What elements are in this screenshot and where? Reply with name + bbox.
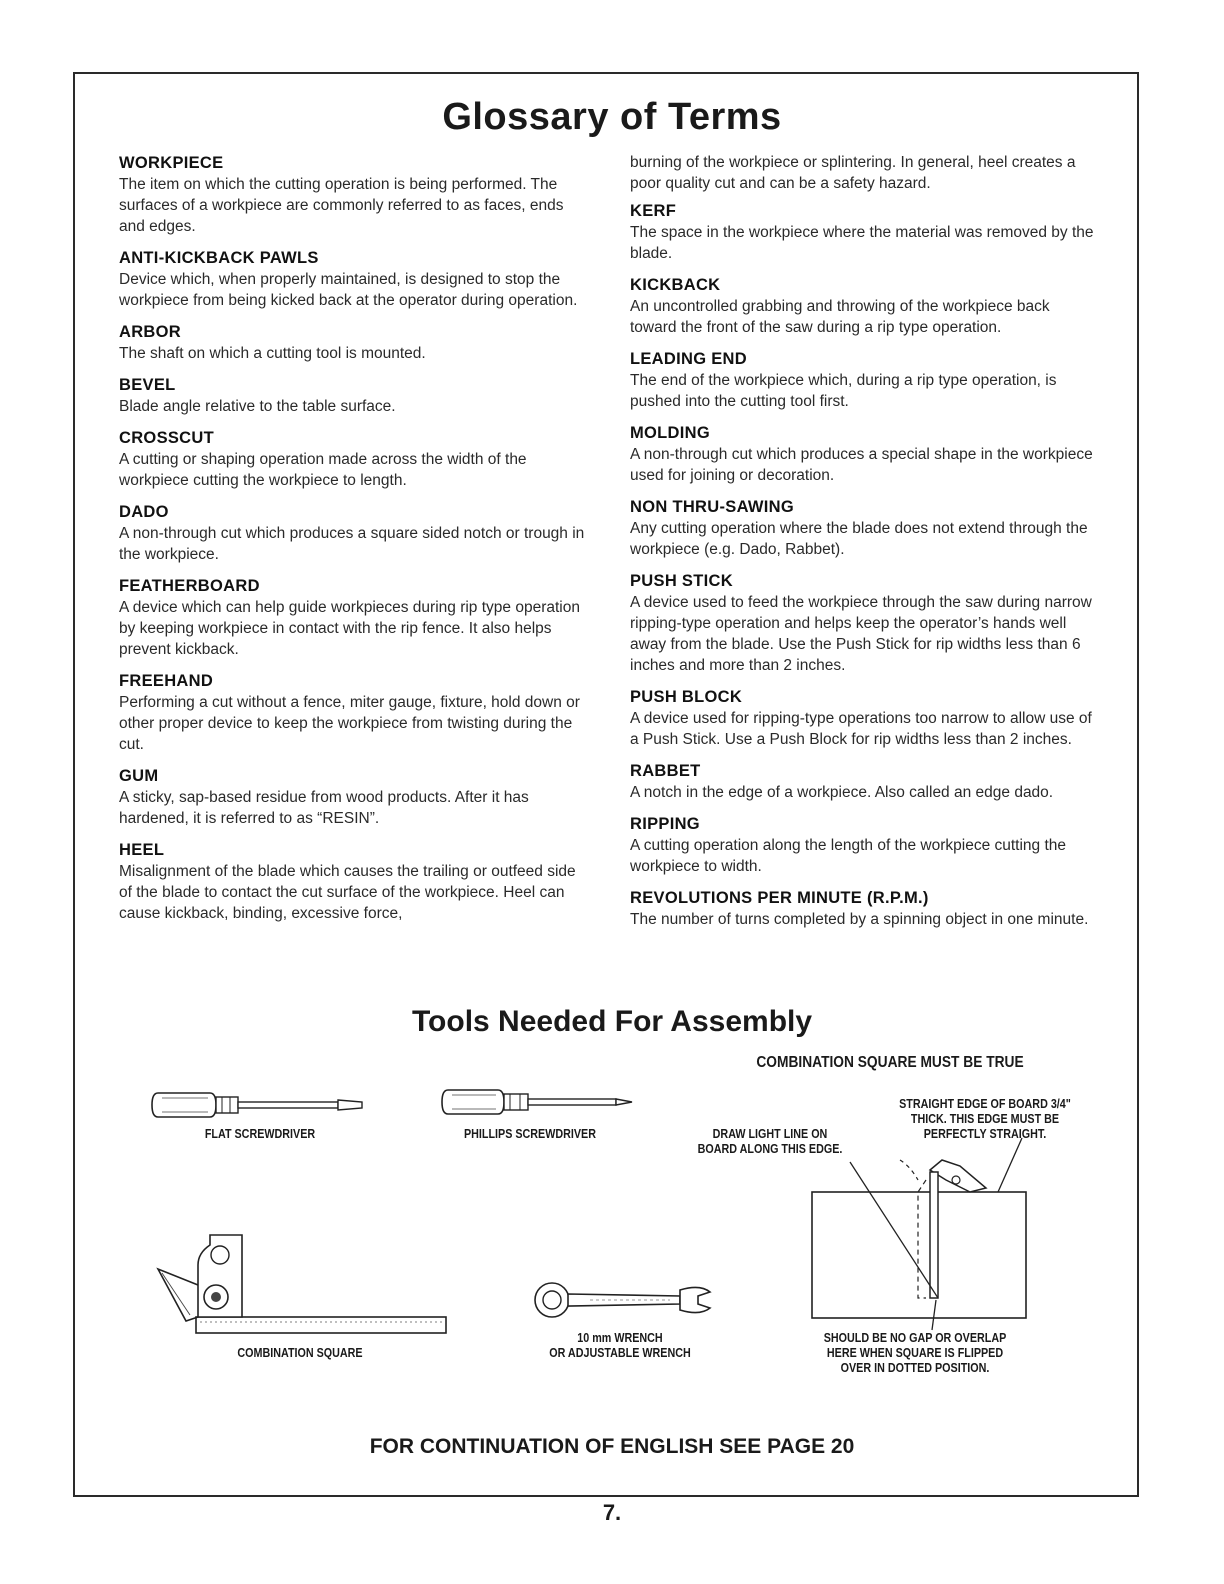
glossary-term: KICKBACK — [630, 276, 721, 294]
glossary-term: RABBET — [630, 762, 701, 780]
wrench-icon — [530, 1280, 720, 1320]
glossary-definition: The end of the workpiece which, during a rip type operation, is pushed into the cutting tool first. — [630, 372, 1057, 410]
glossary-entry — [119, 765, 589, 829]
combination-square-label: COMBINATION SQUARE — [237, 1346, 363, 1360]
glossary-term: REVOLUTIONS PER MINUTE (R.P.M.) — [630, 889, 929, 907]
glossary-definition: A device used for ripping-type operations too narrow to allow use of a Push Stick. Use a Push Block for rip widths less than 2 inches. — [630, 710, 1092, 748]
square-check-diagram-icon — [810, 1140, 1030, 1320]
glossary-definition: A device used to feed the workpiece through the saw during narrow ripping-type operation and helps keep the operator’s hands well away from the blade. Use the Push Stick for rip widths less than 6 inches and more than 2 inches. — [630, 594, 1092, 674]
tools-section-title: Tools Needed For Assembly — [411, 1005, 813, 1038]
glossary-definition: A device which can help guide workpieces during rip type operation by keeping workpiece in contact with the rip fence. It also helps prevent kickback. — [119, 599, 580, 658]
glossary-entry — [119, 374, 589, 417]
glossary-term: GUM — [119, 767, 159, 785]
glossary-definition: A notch in the edge of a workpiece. Also called an edge dado. — [630, 784, 1054, 801]
glossary-definition: The space in the workpiece where the material was removed by the blade. — [630, 224, 1094, 262]
glossary-entry — [119, 670, 589, 755]
glossary-term: RIPPING — [630, 815, 700, 833]
flat-screwdriver-icon — [150, 1088, 370, 1122]
phillips-screwdriver-label: PHILLIPS SCREWDRIVER — [463, 1127, 597, 1141]
page-title: Glossary of Terms — [442, 96, 782, 138]
glossary-definition: A non-through cut which produces a square sided notch or trough in the workpiece. — [119, 525, 585, 563]
glossary-entry — [119, 321, 589, 364]
glossary-right-column — [630, 152, 1100, 940]
glossary-term: ANTI-KICKBACK PAWLS — [119, 249, 319, 267]
glossary-entry — [119, 247, 589, 311]
page-number: 7. — [602, 1500, 622, 1525]
glossary-entry — [630, 496, 1100, 560]
glossary-entry — [119, 575, 589, 660]
glossary-entry — [630, 887, 1100, 930]
glossary-entry — [630, 686, 1100, 750]
glossary-entry — [119, 839, 589, 924]
glossary-definition: A cutting operation along the length of the workpiece cutting the workpiece to width. — [630, 837, 1067, 875]
glossary-term: WORKPIECE — [119, 154, 224, 172]
straight-edge-note: STRAIGHT EDGE OF BOARD 3/4" THICK. THIS EDGE MUST BE PERFECTLY STRAIGHT. — [899, 1097, 1071, 1141]
glossary-entry — [119, 152, 589, 237]
glossary-definition: A non-through cut which produces a special shape in the workpiece used for joining or decoration. — [630, 446, 1093, 484]
glossary-definition: An uncontrolled grabbing and throwing of the workpiece back toward the front of the saw during a rip type operation. — [630, 298, 1050, 336]
glossary-definition: Blade angle relative to the table surface. — [119, 398, 396, 415]
glossary-definition: A cutting or shaping operation made across the width of the workpiece cutting the workpiece to length. — [119, 451, 527, 489]
glossary-entry — [630, 274, 1100, 338]
glossary-entry — [119, 427, 589, 491]
glossary-term: DADO — [119, 503, 169, 521]
wrench-label: 10 mm WRENCH OR ADJUSTABLE WRENCH — [549, 1331, 691, 1360]
glossary-entry — [630, 348, 1100, 412]
glossary-definition: Device which, when properly maintained, is designed to stop the workpiece from being kicked back at the operator during operation. — [119, 271, 578, 309]
phillips-screwdriver-icon — [440, 1085, 640, 1119]
glossary-term: PUSH STICK — [630, 572, 733, 590]
glossary-term: FEATHERBOARD — [119, 577, 260, 595]
glossary-definition: A sticky, sap-based residue from wood products. After it has hardened, it is referred to as “RESIN”. — [119, 789, 529, 827]
glossary-entry — [630, 422, 1100, 486]
glossary-entry — [630, 570, 1100, 676]
glossary-entry — [630, 813, 1100, 877]
combination-square-icon — [150, 1225, 450, 1340]
glossary-term: CROSSCUT — [119, 429, 214, 447]
draw-line-note: DRAW LIGHT LINE ON BOARD ALONG THIS EDGE. — [697, 1127, 843, 1156]
glossary-entry — [119, 501, 589, 565]
glossary-left-column — [119, 152, 589, 934]
heel-definition-continued: burning of the workpiece or splintering. In general, heel creates a poor quality cut and can be a safety hazard. — [630, 154, 1076, 192]
square-true-heading: COMBINATION SQUARE MUST BE TRUE — [756, 1054, 1024, 1071]
glossary-term: FREEHAND — [119, 672, 214, 690]
continuation-note: FOR CONTINUATION OF ENGLISH SEE PAGE 20 — [369, 1435, 855, 1458]
glossary-entry — [630, 200, 1100, 264]
glossary-definition: Any cutting operation where the blade does not extend through the workpiece (e.g. Dado, Rabbet). — [630, 520, 1088, 558]
glossary-entry — [630, 760, 1100, 803]
glossary-definition: The item on which the cutting operation is being performed. The surfaces of a workpiece are commonly referred to as faces, ends and edges. — [119, 176, 564, 235]
glossary-term: KERF — [630, 202, 677, 220]
glossary-term: MOLDING — [630, 424, 711, 442]
glossary-definition: Misalignment of the blade which causes the trailing or outfeed side of the blade to contact the cut surface of the workpiece. Heel can cause kickback, binding, excessive force, — [119, 863, 576, 922]
glossary-definition: Performing a cut without a fence, miter gauge, fixture, hold down or other proper device to keep the workpiece from twisting during the cut. — [119, 694, 580, 753]
glossary-definition: The number of turns completed by a spinning object in one minute. — [630, 911, 1089, 928]
glossary-term: PUSH BLOCK — [630, 688, 743, 706]
flat-screwdriver-label: FLAT SCREWDRIVER — [204, 1127, 316, 1141]
no-gap-note: SHOULD BE NO GAP OR OVERLAP HERE WHEN SQUARE IS FLIPPED OVER IN DOTTED POSITION. — [823, 1331, 1007, 1375]
glossary-term: ARBOR — [119, 323, 181, 341]
glossary-term: LEADING END — [630, 350, 747, 368]
glossary-term: NON THRU-SAWING — [630, 498, 794, 516]
glossary-term: BEVEL — [119, 376, 176, 394]
glossary-definition: The shaft on which a cutting tool is mounted. — [119, 345, 426, 362]
glossary-term: HEEL — [119, 841, 165, 859]
